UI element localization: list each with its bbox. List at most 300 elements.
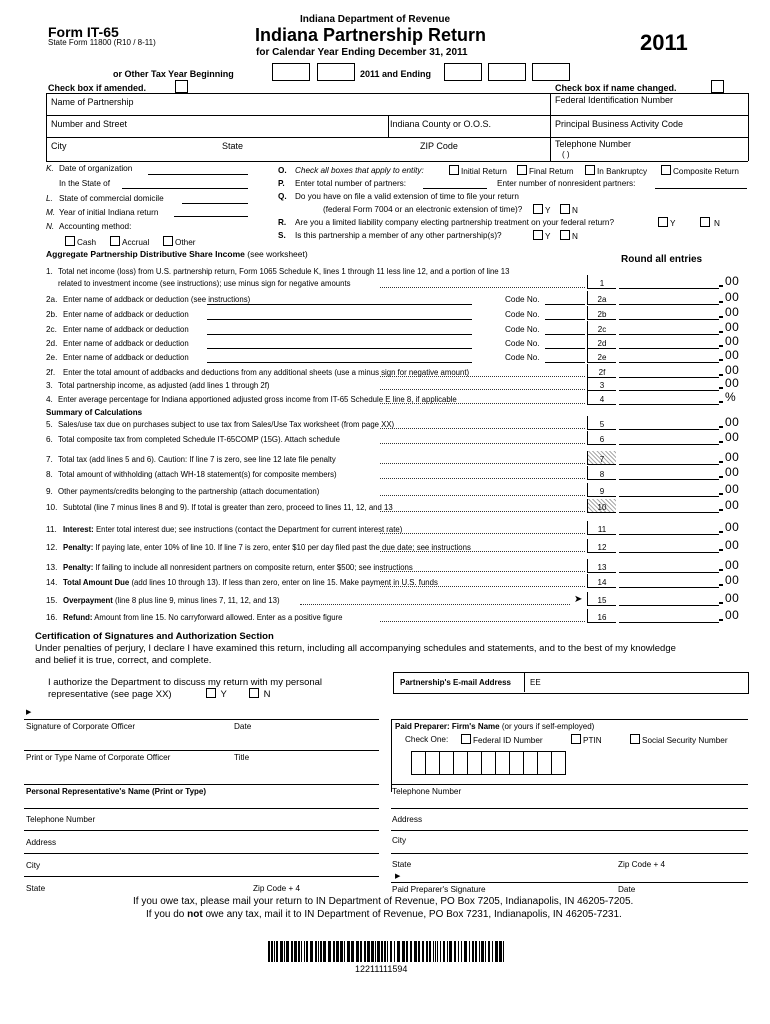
line-amount-field[interactable] — [619, 337, 719, 349]
decimal-separator — [719, 509, 723, 511]
check-one-label: Check One: — [405, 735, 449, 744]
barcode-bar — [274, 941, 275, 962]
prep-sign-arrow: ▶ — [395, 873, 401, 880]
line-text: (line 8 plus line 9, minus lines 7, 11, 12, and 13) — [115, 596, 280, 605]
line-amount-field[interactable] — [619, 594, 719, 606]
code-no-field[interactable] — [545, 319, 585, 320]
line-amount-field[interactable] — [619, 433, 719, 445]
in-state-of-label: In the State of — [59, 179, 110, 188]
decimal-separator — [719, 461, 723, 463]
line-text: Total tax (add lines 5 and 6). Caution: If line 7 is zero, see line 12 late file penalty — [58, 455, 336, 464]
line-amount-field[interactable] — [619, 611, 719, 623]
tax-year: 2011 — [640, 30, 688, 55]
n-letter: N. — [46, 222, 55, 231]
line-description — [63, 613, 343, 622]
line-box-label: 2d — [587, 335, 616, 349]
line-amount-field[interactable] — [619, 468, 719, 480]
agency-name: Indiana Department of Revenue — [300, 14, 451, 25]
line-amount-field[interactable] — [619, 277, 719, 289]
r-letter: R. — [278, 218, 287, 227]
line-cents: 00 — [725, 430, 740, 444]
email-value: EE — [530, 678, 541, 687]
line-cents: 00 — [725, 520, 740, 534]
fein-label: Federal Identification Number — [555, 95, 674, 105]
barcode-bar — [429, 941, 431, 962]
email-label: Partnership's E-mail Address — [400, 678, 511, 687]
begin-month-box[interactable] — [272, 63, 310, 81]
prep-phone-line[interactable] — [391, 808, 748, 809]
line-number: 12. — [46, 543, 58, 552]
decimal-separator — [719, 569, 723, 571]
officer-name-line[interactable] — [24, 750, 379, 751]
line-cents: 00 — [725, 290, 740, 304]
barcode-bar — [336, 941, 339, 962]
line-cents: 00 — [725, 305, 740, 319]
line-description — [58, 487, 319, 496]
line-number: 2e. — [46, 353, 58, 362]
in-state-of-field[interactable] — [122, 188, 248, 189]
line-text: (add lines 10 through 13). If less than zero, enter on line 15. Make payment in U.S. funds — [131, 578, 438, 587]
ssn-option[interactable] — [630, 734, 728, 745]
officer-signature-label: Signature of Corporate Officer — [26, 722, 136, 731]
code-no-label: Code No. — [505, 310, 540, 319]
line-number: 2a. — [46, 295, 58, 304]
line-number: 6. — [46, 435, 53, 444]
personal-rep-line[interactable] — [24, 808, 379, 809]
llc-no[interactable] — [700, 217, 720, 228]
prep-address-line[interactable] — [391, 830, 748, 831]
addback-name-field[interactable] — [207, 304, 472, 305]
authorize-no-label: N — [263, 689, 271, 700]
commercial-domicile-field[interactable] — [182, 203, 248, 204]
line-description — [58, 435, 340, 444]
member-yes[interactable] — [533, 230, 550, 241]
decimal-separator — [719, 584, 723, 586]
initial-return-label: Initial Return — [461, 167, 507, 176]
id-digit-box[interactable] — [523, 751, 538, 775]
partnership-name-label: Name of Partnership — [51, 97, 134, 107]
cash-label: Cash — [77, 238, 97, 247]
line-number: 2c. — [46, 325, 57, 334]
barcode-bar — [426, 941, 428, 962]
extension-no[interactable] — [560, 204, 578, 215]
barcode-bar — [390, 941, 392, 962]
line-box-label: 9 — [587, 483, 616, 497]
extension-question-cont: (federal Form 7004 or an electronic extension of time)? — [323, 205, 523, 214]
line-description — [63, 525, 402, 534]
barcode-bar — [422, 941, 424, 962]
line-amount-field[interactable] — [619, 501, 719, 513]
line-cents: 00 — [725, 415, 740, 429]
rep-address-line[interactable] — [24, 853, 379, 854]
barcode-bar — [367, 941, 370, 962]
extension-yes[interactable] — [533, 204, 550, 215]
barcode-bar — [310, 941, 313, 962]
line-description — [63, 596, 280, 605]
line-amount-field[interactable] — [619, 308, 719, 320]
id-digit-box[interactable] — [439, 751, 454, 775]
line-cents: 00 — [725, 320, 740, 334]
id-digit-box[interactable] — [467, 751, 482, 775]
barcode-bar — [315, 941, 317, 962]
code-no-label: Code No. — [505, 325, 540, 334]
line-description — [58, 381, 270, 390]
officer-name-label: Print or Type Name of Corporate Officer — [26, 753, 171, 762]
line-text: Enter average percentage for Indiana apportioned adjusted gross income from IT-65 Schedule E line 8, if applicable — [58, 395, 457, 404]
other-label: Other — [175, 238, 196, 247]
round-entries-note: Round all entries — [621, 254, 703, 265]
line-box-label: 15 — [587, 592, 616, 606]
officer-title-label: Title — [234, 753, 250, 762]
barcode-bar — [495, 941, 498, 962]
line-amount-field[interactable] — [619, 393, 719, 405]
barcode-bar — [291, 941, 293, 962]
line-box-label: 12 — [587, 539, 616, 553]
barcode-bar — [268, 941, 270, 962]
prep-state-label: State — [392, 860, 412, 869]
line-text: If failing to include all nonresident partners on composite return, enter $500; see instructions — [95, 563, 413, 572]
line-description — [63, 563, 413, 572]
line-cents: 00 — [725, 538, 740, 552]
rep-zip-label: Zip Code + 4 — [253, 884, 301, 893]
zip-label: ZIP Code — [420, 141, 458, 151]
line-bold-label: Penalty: — [63, 563, 94, 572]
ptin-option[interactable] — [571, 734, 602, 745]
member-no[interactable] — [560, 230, 578, 241]
addback-name-field[interactable] — [207, 334, 472, 335]
cash-option[interactable] — [65, 236, 96, 247]
decimal-separator — [719, 441, 723, 443]
line-bold-label: Total Amount Due — [63, 578, 130, 587]
barcode-bar — [351, 941, 354, 962]
line-cents: % — [725, 390, 737, 404]
decimal-separator — [719, 345, 723, 347]
line-cents: 00 — [725, 348, 740, 362]
accrual-option[interactable] — [110, 236, 149, 247]
barcode-bar — [449, 941, 452, 962]
line-box-label: 2f — [587, 364, 616, 378]
line-box-label: 2e — [587, 349, 616, 363]
line-cents: 00 — [725, 498, 740, 512]
prep-address-label: Address — [392, 815, 423, 824]
barcode-number: 12211111594 — [355, 964, 408, 974]
q-letter: Q. — [278, 192, 287, 201]
line-cents: 00 — [725, 482, 740, 496]
nonresident-partners-field[interactable] — [655, 188, 747, 189]
line-text: If paying late, enter 10% of line 10. If line 7 is zero, enter $10 per day filed past the due date; see instructions — [95, 543, 471, 552]
city-label: City — [51, 141, 67, 151]
line-amount-field[interactable] — [619, 366, 719, 378]
id-digit-box[interactable] — [453, 751, 468, 775]
final-return-option[interactable] — [517, 165, 574, 176]
line-number: 2f. — [46, 368, 56, 377]
barcode-bar — [364, 941, 366, 962]
authorize-no[interactable] — [249, 688, 271, 700]
line-number: 1. — [46, 267, 53, 276]
line-box-label: 10 — [587, 499, 616, 513]
line-cents: 00 — [725, 591, 740, 605]
officer-date-label: Date — [234, 722, 252, 731]
id-digit-box[interactable] — [551, 751, 566, 775]
not-owe-a: If you do — [146, 909, 188, 920]
line-box-label: 5 — [587, 416, 616, 430]
line-number: 9. — [46, 487, 53, 496]
barcode-bar — [360, 941, 362, 962]
barcode-bar — [488, 941, 490, 962]
aggregate-heading — [46, 249, 308, 259]
certification-text-1: Under penalties of perjury, I declare I have examined this return, including all accompanying schedules and statements, and to the best of my knowledge — [35, 643, 676, 654]
barcode-bar — [433, 941, 434, 962]
line-amount-field[interactable] — [619, 379, 719, 391]
begin-day-box[interactable] — [317, 63, 355, 81]
barcode-bar — [371, 941, 374, 962]
line-cents: 00 — [725, 363, 740, 377]
line-amount-field[interactable] — [619, 351, 719, 363]
line-description — [58, 420, 394, 429]
line-number: 3. — [46, 381, 53, 390]
barcode-bar — [280, 941, 283, 962]
barcode-bar — [479, 941, 480, 962]
aggregate-suffix: (see worksheet) — [247, 249, 308, 259]
form-name: Form IT-65 — [48, 24, 119, 40]
barcode-bar — [384, 941, 386, 962]
line-box-label: 16 — [587, 609, 616, 623]
id-digit-box[interactable] — [495, 751, 510, 775]
barcode-bar — [301, 941, 302, 962]
name-changed-checkbox[interactable] — [711, 80, 724, 93]
extension-no-label: N — [572, 206, 578, 215]
line-amount-field[interactable] — [619, 418, 719, 430]
phone-parens: ( ) — [562, 150, 570, 159]
decimal-separator — [719, 531, 723, 533]
extension-question: Do you have on file a valid extension of time to file your return — [295, 192, 519, 201]
barcode-bar — [435, 941, 436, 962]
line-box-label: 6 — [587, 431, 616, 445]
not-owe-b: not — [187, 909, 203, 920]
line-description — [58, 455, 336, 464]
bankruptcy-label: In Bankruptcy — [597, 167, 648, 176]
member-question: Is this partnership a member of any other partnership(s)? — [295, 231, 502, 240]
id-digit-box[interactable] — [481, 751, 496, 775]
barcode-bar — [333, 941, 335, 962]
end-month-box[interactable] — [444, 63, 482, 81]
rep-phone-line[interactable] — [24, 830, 379, 831]
k-letter: K. — [46, 164, 54, 173]
line-amount-field[interactable] — [619, 323, 719, 335]
rep-phone-label: Telephone Number — [26, 815, 96, 824]
barcode-bar — [394, 941, 395, 962]
line-number: 4. — [46, 395, 53, 404]
line-description — [58, 470, 337, 479]
barcode-bar — [306, 941, 308, 962]
rep-city-line[interactable] — [24, 876, 379, 877]
other-tax-year-label: or Other Tax Year Beginning — [113, 69, 234, 79]
decimal-separator — [719, 493, 723, 495]
sign-here-arrow: ▶ — [26, 709, 32, 716]
id-digit-box[interactable] — [537, 751, 552, 775]
line-number: 5. — [46, 420, 53, 429]
preparer-title: Paid Preparer: Firm's Name — [395, 722, 500, 731]
officer-signature-line[interactable] — [24, 719, 379, 720]
line-amount-field[interactable] — [619, 453, 719, 465]
fed-id-option[interactable] — [461, 734, 543, 745]
barcode-bar — [286, 941, 289, 962]
decimal-separator — [719, 401, 723, 403]
barcode-bar — [418, 941, 420, 962]
line-cents: 00 — [725, 573, 740, 587]
other-option[interactable] — [163, 236, 195, 247]
barcode-bar — [410, 941, 412, 962]
line-amount-field[interactable] — [619, 561, 719, 573]
barcode-bar — [377, 941, 380, 962]
prep-signature-line[interactable] — [391, 882, 748, 883]
ssn-label: Social Security Number — [642, 736, 728, 745]
name-changed-label: Check box if name changed. — [555, 83, 677, 93]
id-digit-box[interactable] — [411, 751, 426, 775]
id-digit-box[interactable] — [509, 751, 524, 775]
line-box-label: 4 — [587, 391, 616, 405]
personal-rep-label: Personal Representative's Name (Print or Type) — [26, 787, 207, 796]
date-of-organization-field[interactable] — [148, 174, 248, 175]
p-letter: P. — [278, 179, 285, 188]
rep-state-label: State — [26, 884, 46, 893]
s-letter: S. — [278, 231, 286, 240]
line-text: Enter name of addback or deduction — [63, 325, 189, 334]
line-text: Enter name of addback or deduction — [63, 310, 189, 319]
and-ending-label: 2011 and Ending — [360, 69, 432, 79]
form-title: Indiana Partnership Return — [255, 25, 487, 45]
certification-text-2: and belief it is true, correct, and complete. — [35, 655, 212, 666]
line-bold-label: Penalty: — [63, 543, 94, 552]
line-description — [63, 353, 189, 362]
line-box-label: 14 — [587, 574, 616, 588]
composite-return-option[interactable] — [661, 165, 739, 176]
line-text: Enter name of addback or deduction — [63, 353, 189, 362]
date-of-organization-label: Date of organization — [59, 164, 133, 173]
fed-id-label: Federal ID Number — [473, 736, 543, 745]
llc-yes[interactable] — [658, 217, 675, 228]
calendar-year-line: for Calendar Year Ending December 31, 2011 — [256, 47, 468, 58]
code-no-field[interactable] — [545, 348, 585, 349]
line-amount-field[interactable] — [619, 541, 719, 553]
barcode-bar — [481, 941, 484, 962]
addback-name-field[interactable] — [207, 362, 472, 363]
line-bold-label: Refund: — [63, 613, 93, 622]
line-box-label: 1 — [587, 275, 616, 289]
initial-return-year-label: Year of initial Indiana return — [59, 208, 159, 217]
accounting-method-label: Accounting method: — [59, 222, 132, 231]
line-number: 10. — [46, 503, 58, 512]
barcode-bar — [454, 941, 456, 962]
line-text: Sales/use tax due on purchases subject to use tax from Sales/Use Tax worksheet (from page XX) — [58, 420, 395, 429]
end-year-box[interactable] — [532, 63, 570, 81]
line-text: Subtotal (line 7 minus lines 8 and 9). If total is greater than zero, proceed to lines 11, 12, and 13 — [63, 503, 393, 512]
barcode-bar — [440, 941, 441, 962]
line-box-label: 2b — [587, 306, 616, 320]
barcode-bar — [304, 941, 305, 962]
activity-code-label: Principal Business Activity Code — [555, 119, 684, 129]
line-number: 15. — [46, 596, 58, 605]
line-text-continued: related to investment income (see instructions); use minus sign for negative amounts — [58, 279, 351, 288]
line-cents: 00 — [725, 465, 740, 479]
code-no-field[interactable] — [545, 362, 585, 363]
line-text: Enter the total amount of addbacks and deductions from any additional sheets (use a minus sign for negative amount) — [63, 368, 470, 377]
line-text: Total amount of withholding (attach WH-18 statement(s) for composite members) — [58, 470, 337, 479]
code-no-field[interactable] — [545, 334, 585, 335]
line-box-label: 7 — [587, 451, 616, 465]
line-bold-label: Overpayment — [63, 596, 113, 605]
barcode-bar — [503, 941, 504, 962]
not-owe-c: owe any tax, mail it to IN Department of Revenue, PO Box 7231, Indianapolis, IN 46205-7231. — [202, 909, 622, 920]
decimal-separator — [719, 549, 723, 551]
prep-city-label: City — [392, 836, 407, 845]
initial-return-year-field[interactable] — [174, 216, 248, 217]
rep-address-label: Address — [26, 838, 57, 847]
line-cents: 00 — [725, 608, 740, 622]
mail-owe-text: If you owe tax, please mail your return to IN Department of Revenue, PO Box 7205, Indianapolis, IN 46205-7205. — [133, 896, 634, 907]
extension-yes-label: Y — [545, 206, 551, 215]
ptin-label: PTIN — [583, 736, 602, 745]
addback-name-field[interactable] — [207, 319, 472, 320]
total-partners-field[interactable] — [423, 188, 487, 189]
line-text: Total partnership income, as adjusted (add lines 1 through 2f) — [58, 381, 270, 390]
authorize-yes[interactable] — [206, 688, 227, 700]
barcode-bar — [406, 941, 408, 962]
end-day-box[interactable] — [488, 63, 526, 81]
certification-title: Certification of Signatures and Authorization Section — [35, 631, 274, 642]
decimal-separator — [719, 316, 723, 318]
aggregate-title: Aggregate Partnership Distributive Share Income — [46, 249, 245, 259]
line-number: 16. — [46, 613, 58, 622]
line-number: 11. — [46, 525, 57, 534]
barcode-bar — [499, 941, 502, 962]
code-no-field[interactable] — [545, 304, 585, 305]
line-box-label: 11 — [587, 521, 616, 535]
line-amount-field[interactable] — [619, 485, 719, 497]
barcode-bar — [320, 941, 322, 962]
line-text: Enter name of addback or deduction (see instructions) — [63, 295, 251, 304]
barcode-bar — [437, 941, 438, 962]
prep-city-line[interactable] — [391, 853, 748, 854]
line-amount-field[interactable] — [619, 293, 719, 305]
barcode-bar — [443, 941, 445, 962]
final-return-label: Final Return — [529, 167, 574, 176]
barcode-bar — [447, 941, 448, 962]
llc-yes-label: Y — [670, 219, 676, 228]
barcode-bar — [347, 941, 350, 962]
authorize-yes-label: Y — [220, 689, 227, 700]
line-cents: 00 — [725, 376, 740, 390]
line-amount-field[interactable] — [619, 523, 719, 535]
barcode-bar — [381, 941, 383, 962]
mail-not-owe-text — [146, 909, 622, 920]
bankruptcy-option[interactable] — [585, 165, 647, 176]
summary-title: Summary of Calculations — [46, 408, 143, 417]
decimal-separator — [719, 619, 723, 621]
barcode-bar — [284, 941, 285, 962]
barcode-bar — [458, 941, 459, 962]
amended-checkbox[interactable] — [175, 80, 188, 93]
initial-return-option[interactable] — [449, 165, 507, 176]
addback-name-field[interactable] — [207, 348, 472, 349]
barcode-bar — [464, 941, 467, 962]
line-text: Total composite tax from completed Schedule IT-65COMP (15G). Attach schedule — [58, 435, 340, 444]
line-text: Other payments/credits belonging to the partnership (attach documentation) — [58, 487, 320, 496]
line-text: Amount from line 15. No carryforward allowed. Enter as a positive figure — [94, 613, 343, 622]
authorize-text-2: representative (see page XX) — [48, 689, 172, 700]
id-digit-box[interactable] — [425, 751, 440, 775]
line-amount-field[interactable] — [619, 576, 719, 588]
